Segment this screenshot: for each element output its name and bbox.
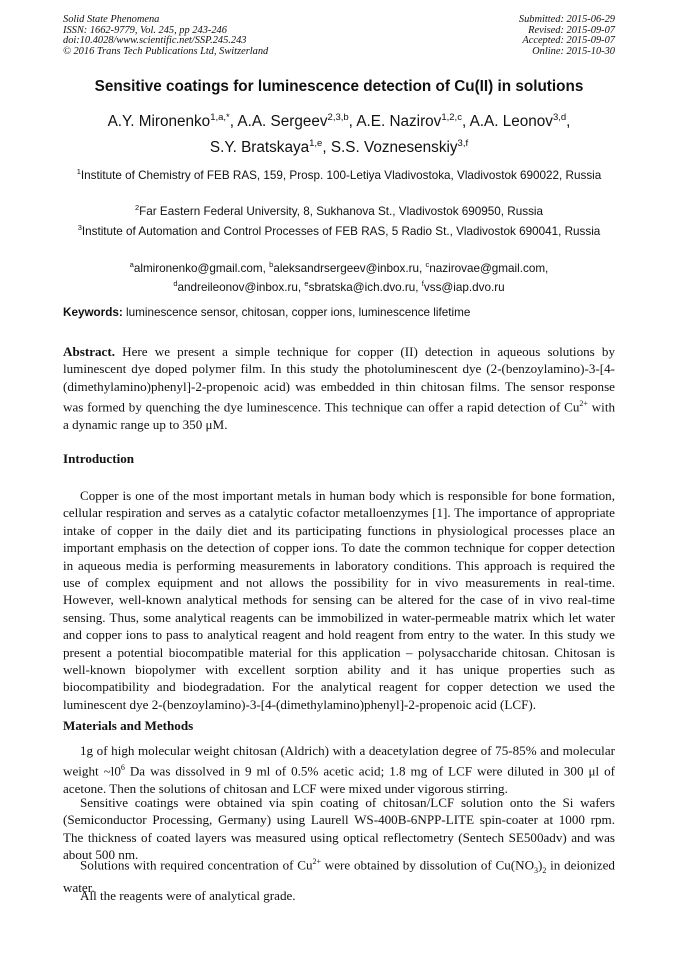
journal-copyright: © 2016 Trans Tech Publications Ltd, Switzerland [63,46,269,58]
journal-header-right [519,15,615,58]
date-revised: Revised: 2015-09-07 [528,24,615,36]
abstract-text: Here we present a simple technique for copper (II) detection in aqueous solutions by luminescent dye doped polymer film. In this study the photoluminescent dye (2-(benzoylamino)-3-[4-(dimethylamino)phenyl]-2-propenoic acid) was embedded in thin chitosan films. The sensor response was formed by quenching the dye luminescence. This technique can offer a rapid detection of Cu [63,344,615,415]
email-sup: a [129,260,134,269]
author-affil-sup: 1,2,c [441,112,462,123]
author-name: S.Y. Bratskaya [209,139,310,157]
email-sup: d [173,279,178,289]
email-link[interactable]: almironenko@gmail.com, [133,261,266,275]
keywords-label: Keywords: [63,306,123,319]
paragraph-sub: 3 [534,865,539,875]
author-affil-sup: 3,d [552,112,567,123]
email-link[interactable]: sbratska@ich.dvo.ru, [308,280,419,294]
author-name: S.S. Voznesenskiy [330,139,458,157]
date-online: Online: 2015-10-30 [532,46,615,58]
paragraph-text: Solutions with required concentration of Cu [80,857,313,873]
journal-issn: ISSN: 1662-9779, Vol. 245, pp 243-246 [63,24,227,36]
author-emails [60,257,618,295]
affiliation-2 [60,200,618,219]
paragraph-sup: 6 [120,763,125,773]
author-name: A.A. Leonov [469,113,553,131]
paragraph-text: 1g of high molecular weight chitosan (Aldrich) with a deacetylation degree of 75-85% and molecular weight ~l0 [63,743,615,779]
author-line-2: S.Y. Bratskaya$^{1,e}$, S.S. Voznesenskiy$^{3,f}$ [209,138,469,157]
section-heading-introduction: Introduction [63,451,135,466]
materials-paragraph-4: All the reagents were of analytical grade. [80,888,296,903]
abstract-sup: 2+ [579,399,588,409]
journal-doi: doi:10.4028/www.scientific.net/SSP.245.243 [63,35,247,47]
affiliation-sup: 3 [77,223,82,232]
email-link[interactable]: vss@iap.dvo.ru [423,280,505,294]
author-affil-sup: 2,3,b [327,112,349,123]
author-line-1: A.Y. Mironenko$^{1,a,*}$, A.A. Sergeev$^{2,3,b}$, A.E. Nazirov$^{1,2,c}$, A.A. Leonov$^{3,d}$, [107,112,571,131]
paragraph-sub: 2 [542,865,547,875]
email-sup: b [269,260,274,269]
keywords-text: luminescence sensor, chitosan, copper ions, luminescence lifetime [126,306,471,319]
author-affil-sup: 1,a,* [210,112,230,123]
paragraph-sup: 2+ [312,857,322,866]
author-name: A.E. Nazirov [356,113,442,131]
materials-paragraph-2: Sensitive coatings were obtained via spin coating of chitosan/LCF solution onto the Si wafers (Semiconductor Processing, Germany) using Laurell WS-400B-6NPP-LITE spin-coater at 1000 rpm. The thickness of coated layers was measured using optical reflectometry (Sentech SE500adv) and was about 500 nm. [63,795,615,863]
introduction-paragraph: Copper is one of the most important metals in human body which is responsible for bone formation, cellular respiration and serves as a catalytic cofactor metalloenzymes [1]. The importance of appropriate intake of copper in the daily diet and its participating functions in physiological processes place an important emphasis on the detection of copper ions. To date the common technique for copper detection in aqueous media is performing measurements in laboratory conditions. This approach is required the use of complex equipment and not allows the possibility for in vivo measurements in real-time. However, well-known analytical methods for sensing can be altered for the case of in vivo real-time sensing. Thus, some analytical reagents can be immobilized in water-permeable matrix which let water and copper ions to pass to analytical reagent and hold reagent from entry to the water. In this study we present a potential biocompatible material for this application – polysaccharide chitosan. Chitosan is well-known biopolymer with excellent sorption ability and it has unique properties such as biocompatibility and biodegradation. For the analytical reagent for copper detection we used the luminescent dye 2-(benzoylamino)-3-[4-(dimethylamino)phenyl]-2-propenoic acid (LCF). [63,488,615,712]
author-affil-sup: 1,e [309,138,323,149]
journal-name: Solid State Phenomena [63,14,160,25]
affiliation-sup: 1 [76,167,81,176]
affiliation-3 [60,220,618,239]
email-sup: f [421,279,424,289]
section-heading-materials: Materials and Methods [63,718,194,733]
date-accepted: Accepted: 2015-09-07 [522,35,615,47]
affiliation-sup: 2 [134,203,140,212]
author-affil-sup: 3,f [457,138,469,149]
date-submitted: Submitted: 2015-06-29 [518,14,615,25]
affiliation-text: Far Eastern Federal University, 8, Sukhanova St., Vladivostok 690950, Russia [139,204,544,218]
materials-paragraph-1 [63,742,615,798]
email-link[interactable]: andreileonov@inbox.ru, [177,280,302,294]
abstract-tail: with a dynamic range up to 350 μM. [63,399,615,432]
abstract [63,343,615,433]
email-link[interactable]: nazirovae@gmail.com, [429,261,549,275]
affiliation-text: Institute of Automation and Control Processes of FEB RAS, 5 Radio St., Vladivostok 690041, Russia [81,224,601,238]
email-sup: e [304,279,309,289]
paragraph-text: Da was dissolved in 9 ml of 0.5% acetic acid; 1.8 mg of LCF were diluted in 300 μl of acetone. Then the solutions of chitosan and LCF were mixed under vigorous stirring. [63,763,616,797]
abstract-label: Abstract. [63,344,115,359]
journal-header-left [63,15,268,58]
paragraph-text: were obtained by dissolution of Cu(NO [324,857,535,873]
paper-title: Sensitive coatings for luminescence detection of Cu(II) in solutions [94,78,584,95]
author-name: A.Y. Mironenko [107,113,211,131]
email-link[interactable]: aleksandrsergeev@inbox.ru, [273,261,423,275]
paragraph-text: in deionized water. [63,857,615,896]
affiliation-1 [60,164,618,183]
paragraph-text: ) [538,857,543,873]
email-sup: c [425,260,430,269]
affiliation-text: Institute of Chemistry of FEB RAS, 159, Prosp. 100-Letiya Vladivostoka, Vladivostok 690022, Russia [80,168,602,182]
author-name: A.A. Sergeev [237,113,328,131]
keywords-line [63,306,615,319]
